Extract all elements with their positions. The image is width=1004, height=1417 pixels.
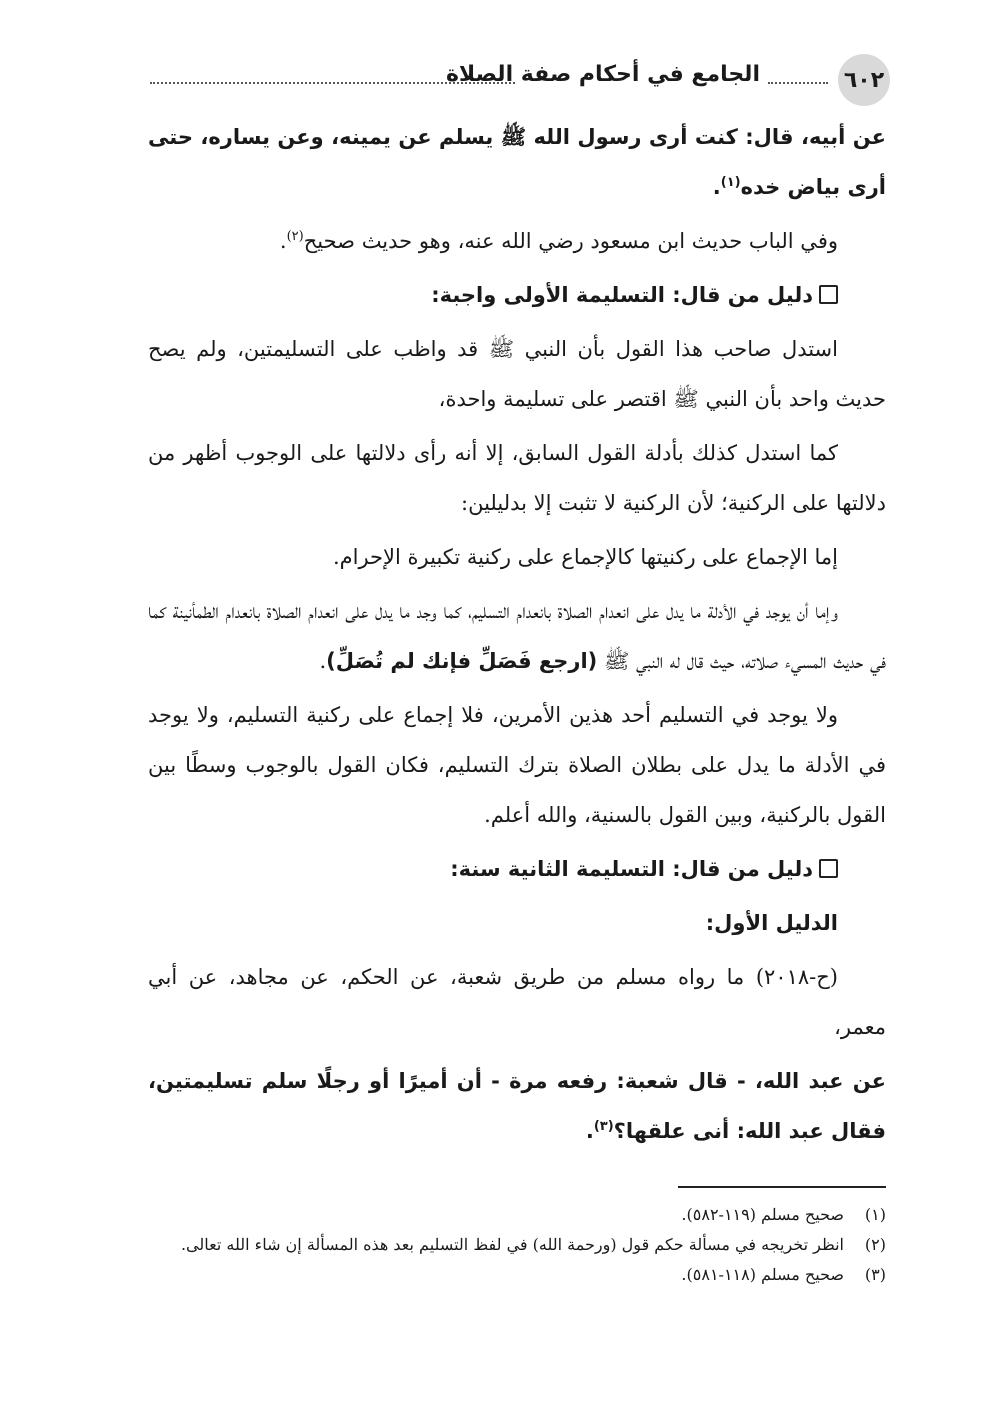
checkbox-icon xyxy=(819,859,838,878)
main-text xyxy=(148,112,886,1160)
hadith-text-2: عن عبد الله، - قال شعبة: رفعه مرة - أن أميرًا أو رجلًا سلم تسليمتين، فقال عبد الله: أنى علقها؟$^{(٣)}$. xyxy=(148,1069,886,1143)
page-header xyxy=(140,44,890,106)
footnote-3: (٣)صحيح مسلم (١١٨-٥٨١). xyxy=(681,1265,886,1284)
subheading-first-evidence: الدليل الأول: xyxy=(705,911,838,935)
paragraph-evidence-1: استدل صاحب هذا القول بأن النبي ﷺ قد واظب على التسليمتين، ولم يصح حديث واحد بأن النبي ﷺ اقتصر على تسليمة واحدة، xyxy=(148,337,886,411)
paragraph-bab: وفي الباب حديث ابن مسعود رضي الله عنه، وهو حديث صحيح$^{(٢)}$. xyxy=(279,229,838,253)
footnote-separator xyxy=(678,1186,886,1188)
page-number: ٦٠٢ xyxy=(843,67,885,93)
section-heading-second-taslim: دليل من قال: التسليمة الثانية سنة: xyxy=(148,844,886,894)
paragraph-evidence-2: كما استدل كذلك بأدلة القول السابق، إلا أنه رأى دلالتها على الوجوب أظهر من دلالتها على الركنية؛ لأن الركنية لا تثبت إلا بدليلين: xyxy=(148,441,886,515)
paragraph-hadith-chain: (ح-٢٠١٨) ما رواه مسلم من طريق شعبة، عن الحكم، عن مجاهد، عن أبي معمر، xyxy=(148,965,886,1039)
hadith-quote: (ارجع فَصَلِّ فإنك لم تُصَلِّ) xyxy=(326,649,598,673)
footnote-2: (٢)انظر تخريجه في مسألة حكم قول (ورحمة الله) في لفظ التسليم بعد هذه المسألة إن شاء الله تعالى. xyxy=(180,1235,886,1254)
checkbox-icon xyxy=(819,285,838,304)
paragraph-conclusion: ولا يوجد في التسليم أحد هذين الأمرين، فلا إجماع على ركنية التسليم، ولا يوجد في الأدلة ما يدل على بطلان الصلاة بترك التسليم، فكان القول بالوجوب وسطًا بين القول بالركنية، وبين القول بالسنية، والله أعلم. xyxy=(148,703,886,827)
footnote-1: (١)صحيح مسلم (١١٩-٥٨٢). xyxy=(681,1205,886,1224)
paragraph-ijma: إما الإجماع على ركنيتها كالإجماع على ركنية تكبيرة الإحرام. xyxy=(332,545,838,569)
footnote-ref-2[interactable]: (٢) xyxy=(286,229,304,244)
page-number-badge xyxy=(838,54,890,106)
header-dotted-rule-right xyxy=(768,82,828,84)
header-dotted-rule-left xyxy=(150,82,515,84)
footnote-ref-3[interactable]: (٣) xyxy=(593,1119,614,1134)
running-title: الجامع في أحكام صفة الصلاة xyxy=(445,62,760,87)
footnotes xyxy=(146,1200,886,1290)
hadith-text-1: عن أبيه، قال: كنت أرى رسول الله ﷺ يسلم عن يمينه، وعن يساره، حتى أرى بياض خده$^{(١)}$. xyxy=(148,125,886,199)
section-heading-first-taslim: دليل من قال: التسليمة الأولى واجبة: xyxy=(148,270,886,320)
paragraph-musi-hadith: وإما أن يوجد في الأدلة ما يدل على انعدام الصلاة بانعدام التسليم، كما وجد ما يدل على انعدام الصلاة بانعدام الطمأنينة كما في حديث المسيء صلاته، حيث قال له النبي ﷺ (ارجع فَصَلِّ فإنك لم تُصَلِّ). xyxy=(148,599,886,673)
footnote-ref-1[interactable]: (١) xyxy=(720,175,741,190)
